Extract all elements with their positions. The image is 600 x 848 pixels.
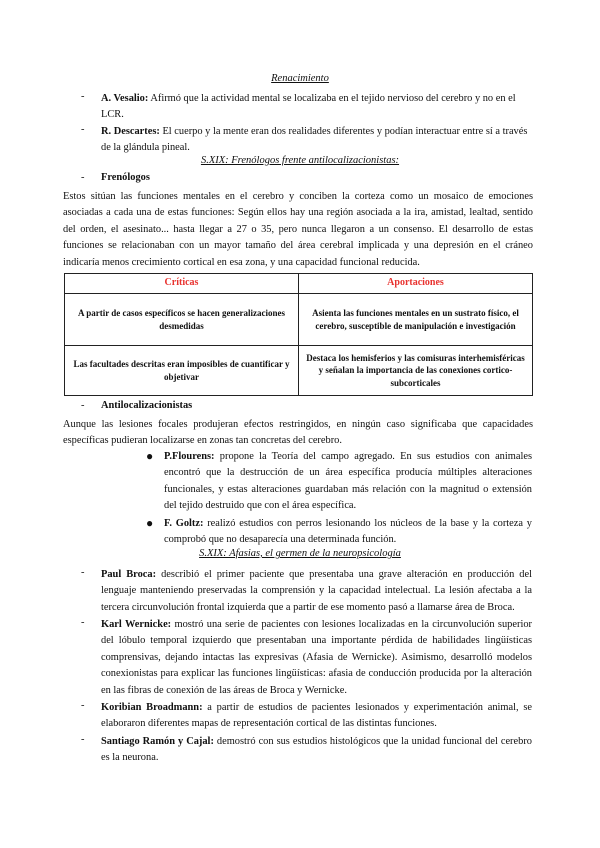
table-cell: Las facultades descritas eran imposibles de cuantificar y objetivar xyxy=(65,346,299,396)
list-item-wernicke xyxy=(101,617,532,699)
table-header-criticas: Críticas xyxy=(65,274,299,294)
list-dash: - xyxy=(81,400,85,411)
list-item-broca xyxy=(101,567,532,616)
section-title-afasias: S.XIX: Afasias, el germen de la neuropsicología xyxy=(199,548,401,559)
list-item-ramon-y-cajal xyxy=(101,734,532,767)
section-title-renacimiento: Renacimiento xyxy=(271,73,329,84)
item-name: P.Flourens: xyxy=(164,451,215,462)
item-text: El cuerpo y la mente eran dos realidades diferentes y podían interactuar entre sí a través de la glándula pineal. xyxy=(101,126,528,154)
item-name: R. Descartes: xyxy=(101,126,160,137)
list-dash: - xyxy=(81,124,85,135)
list-item-broadmann xyxy=(101,700,532,733)
item-name: Koribian Broadmann: xyxy=(101,702,203,713)
heading-antilocalizacionistas: Antilocalizacionistas xyxy=(101,400,193,411)
list-dash: - xyxy=(81,567,85,578)
list-dash: - xyxy=(81,172,85,183)
list-item-vesalio xyxy=(101,91,531,124)
table-cell: Destaca los hemisferios y las comisuras interhemisféricas y señalan la importancia de las conexiones cortico-subcorticales xyxy=(299,346,533,396)
item-text: realizó estudios con perros lesionando los núcleos de la base y la corteza y comprobó que no desaparecía una determinada función. xyxy=(164,518,532,546)
list-item-goltz xyxy=(164,516,532,549)
table-cell: Asienta las funciones mentales en un sustrato físico, el cerebro, susceptible de manipulación e investigación xyxy=(299,294,533,346)
item-name: Karl Wernicke: xyxy=(101,619,172,630)
paragraph-antilocalizacionistas: Aunque las lesiones focales produjeran efectos restringidos, en ningún caso significaba que capacidades específicas pudieran localizarse en zonas tan concretas del cerebro. xyxy=(63,419,533,447)
list-item-flourens xyxy=(164,449,532,515)
list-dash: - xyxy=(81,700,85,711)
list-dash: - xyxy=(81,617,85,628)
table-header-aportaciones: Aportaciones xyxy=(299,274,533,294)
criticas-aportaciones-table xyxy=(64,273,533,396)
item-text: mostró una serie de pacientes con lesiones localizadas en la circunvolución superior del lóbulo temporal izquierdo que presentaban una importante pérdida de habilidades lingüísticas comprensivas, dejando intactas las expresivas (Afasia de Wernicke). Asimismo, desarrolló modelos conexionistas para explicar las funciones lingüísticas: afasia de conducción producida por la alteración en las fibras de conexión de las áreas de Broca y Wernicke. xyxy=(101,619,532,696)
list-dash: - xyxy=(81,91,85,102)
item-name: Santiago Ramón y Cajal: xyxy=(101,736,214,747)
item-name: A. Vesalio: xyxy=(101,93,149,104)
item-text: propone la Teoría del campo agregado. En sus estudios con animales encontró que la destrucción de un área específica producía múltiples alteraciones funcionales, y estas alteraciones guardaban más relación con la magnitud o extensión del tejido destruido que con el área específica. xyxy=(164,451,532,512)
item-name: Paul Broca: xyxy=(101,569,157,580)
item-text: demostró con sus estudios histológicos que la unidad funcional del cerebro es la neurona. xyxy=(101,736,532,764)
list-dash: - xyxy=(81,734,85,745)
list-item-descartes xyxy=(101,124,531,157)
item-name: F. Goltz: xyxy=(164,518,204,529)
item-text: describió el primer paciente que presentaba una grave alteración en producción del lenguaje manteniendo preservadas la comprensión y la capacidad intelectual. La lesión afectaba a la tercera circunvolución frontal izquierda que a partir de ese momento pasó a llamarse área de Broca. xyxy=(101,569,532,613)
paragraph-frenologos: Estos sitúan las funciones mentales en el cerebro y conciben la corteza como un mosaico de emociones asociadas a cada una de estas funciones: Según ellos hay una región asociada a la ira, amistad, lealtad, sentido del orden, el asesinato... hasta llegar a 27 o 35, pero nunca llegaron a un consenso. El desarrollo de estas funciones se relacionaban con un mayor tamaño del área cerebral implicada y una depresión en el cráneo indicaría menos crecimiento cortical en esa zona, y una capacidad funcional reducida. xyxy=(63,191,533,268)
section-title-frenologos: S.XIX: Frenólogos frente antilocalizacionistas: xyxy=(200,155,400,166)
bullet-dot: ● xyxy=(146,449,154,463)
table-cell: A partir de casos específicos se hacen generalizaciones desmedidas xyxy=(65,294,299,346)
item-text: a partir de estudios de pacientes lesionados y experimentación animal, se elaboraron diferentes mapas de representación cortical de las distintas funciones. xyxy=(101,702,532,730)
item-text: Afirmó que la actividad mental se localizaba en el tejido nervioso del cerebro y no en el LCR. xyxy=(101,93,516,121)
bullet-dot: ● xyxy=(146,516,154,530)
heading-frenologos: Frenólogos xyxy=(101,172,150,183)
